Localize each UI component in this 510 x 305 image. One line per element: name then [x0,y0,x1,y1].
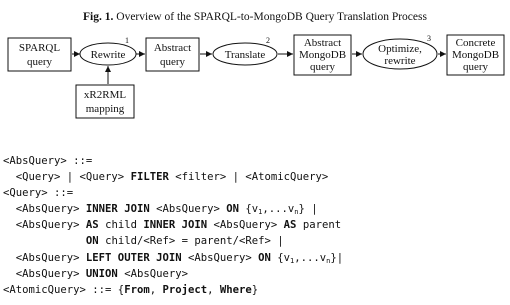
figure-caption [83,11,427,23]
grammar-text: <AbsQuery> [117,267,188,280]
node-translate [213,36,277,65]
grammar-line [3,185,343,201]
node-label: query [159,56,186,68]
grammar-text: , [207,283,220,296]
node-label: Optimize, [378,43,422,55]
grammar-text: , [149,283,163,296]
grammar-subscript: 1 [290,256,295,265]
grammar-text: }| [330,251,344,264]
node-label: xR2RML [83,89,127,101]
node-label: rewrite [384,55,416,67]
grammar-text: <Query> | <Query> [3,171,131,184]
process-diagram [0,0,510,150]
node-sparql-query [8,38,71,71]
grammar-keyword: FILTER [130,171,169,184]
node-abstract-mongodb-query [294,35,351,75]
grammar-text: parent [296,219,342,232]
grammar-keyword: AS [283,219,297,232]
grammar-line [3,250,343,266]
grammar-keyword: UNION [85,267,118,280]
grammar-text: <AbsQuery> [149,203,227,216]
grammar-keyword: LEFT OUTER JOIN [85,251,182,264]
node-concrete-mongodb-query [447,35,504,75]
grammar-text: <Query> ::= [3,187,74,200]
grammar-keyword: INNER JOIN [85,203,150,216]
grammar-text: child [98,219,144,232]
grammar-text: ,...v [294,251,327,264]
node-label: MongoDB [451,49,500,61]
grammar-keyword: INNER JOIN [143,219,208,232]
grammar-text: <filter> | <AtomicQuery> [168,171,329,184]
node-optimize-rewrite [363,34,437,69]
node-abstract-query [146,38,199,71]
node-label: MongoDB [298,49,347,61]
node-label: Translate [224,49,266,61]
step-number: 1 [125,36,129,45]
caption-label: Fig. 1. [83,11,114,23]
node-rewrite [80,36,136,65]
grammar-line [3,282,343,298]
node-label: query [462,61,489,73]
grammar-keyword: From [124,283,150,296]
node-label: query [26,56,53,68]
node-label: query [309,61,336,73]
grammar-keyword: Project [162,283,208,296]
grammar-text: <AbsQuery> [3,251,86,264]
grammar-keyword: ON [85,235,99,248]
grammar-text: <AbsQuery> [3,203,86,216]
grammar-text: {v [270,251,291,264]
grammar-subscript: n [294,208,299,217]
grammar-line [3,169,343,185]
node-label: SPARQL [18,42,61,54]
grammar-text: } [251,283,259,296]
grammar-text: <AbsQuery> [3,267,86,280]
node-label: Abstract [303,37,342,49]
grammar-line [3,233,343,249]
grammar-keyword: ON [226,203,240,216]
grammar-keyword: ON [258,251,271,264]
grammar-keyword: AS [85,219,99,232]
caption-text: Overview of the SPARQL-to-MongoDB Query Translation Process [116,11,427,23]
node-label: Rewrite [90,49,126,61]
grammar-line [3,217,343,233]
grammar-listing [3,153,343,298]
grammar-text: {v [239,203,259,216]
grammar-text: <AtomicQuery> ::= { [3,283,125,296]
grammar-text: } | [298,203,318,216]
grammar-text: ,...v [262,203,295,216]
grammar-text: <AbsQuery> [181,251,259,264]
grammar-text: <AbsQuery> ::= [3,155,93,167]
node-label: Concrete [455,37,496,49]
grammar-keyword: Where [219,283,252,296]
grammar-text: child/<Ref> = parent/<Ref> | [98,235,284,248]
node-xr2rml-mapping [76,85,134,118]
grammar-line [3,153,343,169]
grammar-text: <AbsQuery> [207,219,284,232]
grammar-subscript: 1 [258,208,263,217]
grammar-line [3,266,343,282]
step-number: 3 [427,34,431,43]
node-label: mapping [85,103,125,115]
grammar-text [3,235,86,247]
grammar-subscript: n [326,256,331,265]
node-label: Abstract [153,42,192,54]
step-number: 2 [266,36,270,45]
grammar-text: <AbsQuery> [3,219,86,232]
grammar-line [3,201,343,217]
